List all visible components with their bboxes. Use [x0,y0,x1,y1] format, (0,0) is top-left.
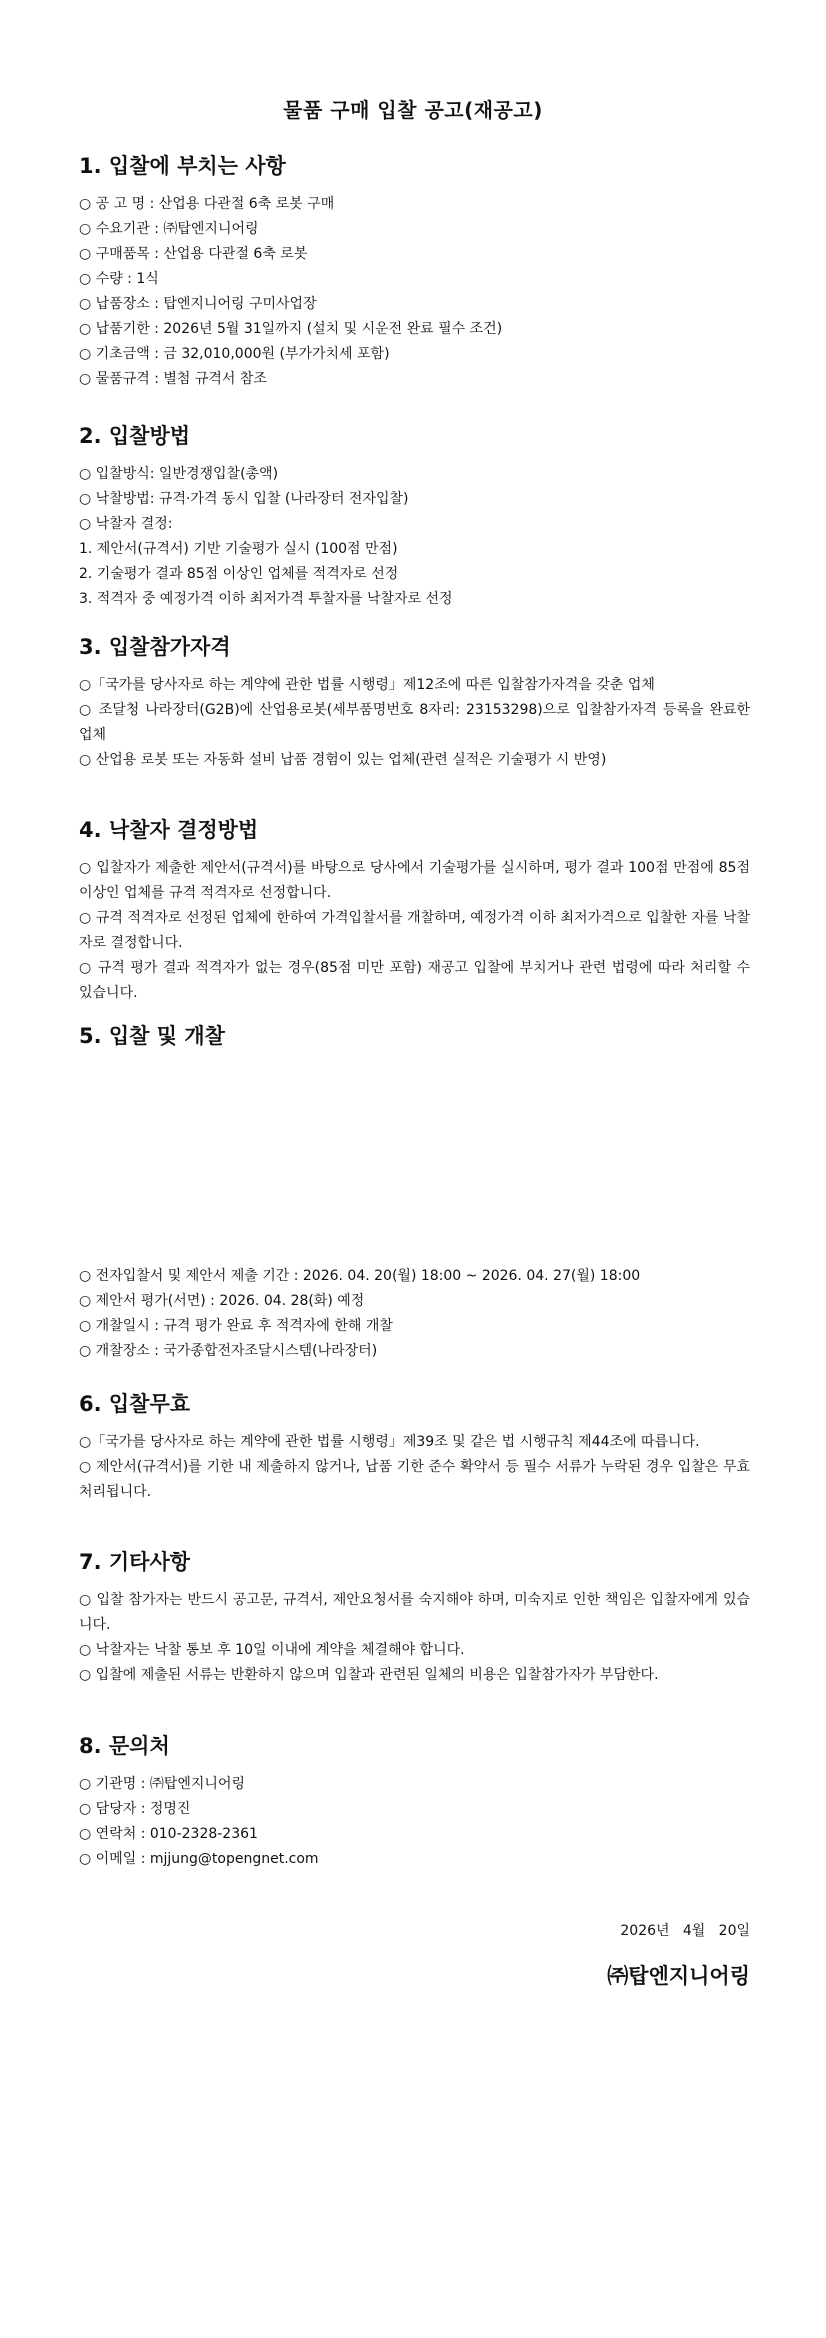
section-heading: 7. 기타사항 [79,1550,191,1574]
section-line: ○ 기관명 : ㈜탑엔지니어링 [79,1776,245,1792]
section-heading: 1. 입찰에 부치는 사항 [79,154,286,178]
section-line: ○ 연락처 : 010-2328-2361 [79,1826,258,1842]
section-line: ○ 산업용 로봇 또는 자동화 설비 납품 경험이 있는 업체(관련 실적은 기술평가 시 반영) [79,752,607,768]
section-line: ○ 이메일 : mjjung@topengnet.com [79,1851,319,1867]
section-line: ○ 구매품목 : 산업용 다관절 6축 로봇 [79,246,308,262]
section-heading: 8. 문의처 [79,1734,170,1758]
section-line: ○ 개찰장소 : 국가종합전자조달시스템(나라장터) [79,1343,378,1359]
section-line: ○ 공 고 명 : 산업용 다관절 6축 로봇 구매 [79,196,335,212]
section-1 [79,152,750,392]
section-line: ○ 수요기관 : ㈜탑엔지니어링 [79,221,259,237]
section-7 [79,1548,750,1688]
section-heading: 2. 입찰방법 [79,424,191,448]
section-line: ○ 수량 : 1식 [79,271,159,287]
section-line: ○ 낙찰자 결정: [79,516,173,532]
section-5 [79,1264,750,1364]
section-line: ○ 입찰자가 제출한 제안서(규격서)를 바탕으로 당사에서 기술평가를 실시하며, 평가 결과 100점 만점에 85점 이상인 업체를 규격 적격자로 선정합니다. [79,860,750,901]
section-5-heading-block [79,1022,750,1062]
page-title: 물품 구매 입찰 공고(재공고) [283,98,543,122]
issuer-name: ㈜탑엔지니어링 [607,1964,750,1988]
section-line: ○ 낙찰방법: 규격·가격 동시 입찰 (나라장터 전자입찰) [79,491,409,507]
section-2 [79,422,750,612]
section-4 [79,816,750,1006]
section-line: ○ 기초금액 : 금 32,010,000원 (부가가치세 포함) [79,346,390,362]
section-line: ○ 규격 평가 결과 적격자가 없는 경우(85점 미만 포함) 재공고 입찰에 부치거나 관련 법령에 따라 처리할 수 있습니다. [79,960,750,1001]
section-heading: 6. 입찰무효 [79,1392,191,1416]
notice-date: 2026년 4월 20일 [620,1923,750,1939]
section-3 [79,633,750,773]
section-heading: 3. 입찰참가자격 [79,635,231,659]
section-line: ○ 규격 적격자로 선정된 업체에 한하여 가격입찰서를 개찰하며, 예정가격 이하 최저가격으로 입찰한 자를 낙찰자로 결정합니다. [79,910,750,951]
section-heading: 4. 낙찰자 결정방법 [79,818,259,842]
section-line: ○ 입찰방식: 일반경쟁입찰(총액) [79,466,279,482]
section-line: ○ 담당자 : 정명진 [79,1801,191,1817]
section-line: ○ 제안서(규격서)를 기한 내 제출하지 않거나, 납품 기한 준수 확약서 등 필수 서류가 누락된 경우 입찰은 무효 처리됩니다. [79,1459,750,1500]
section-line: ○ 입찰 참가자는 반드시 공고문, 규격서, 제안요청서를 숙지해야 하며, 미숙지로 인한 책임은 입찰자에게 있습니다. [79,1592,750,1633]
section-line: ○ 전자입찰서 및 제안서 제출 기간 : 2026. 04. 20(월) 18:00 ~ 2026. 04. 27(월) 18:00 [79,1268,641,1284]
section-line: ○ 입찰에 제출된 서류는 반환하지 않으며 입찰과 관련된 일체의 비용은 입찰참가자가 부담한다. [79,1667,659,1683]
section-line: ○ 납품장소 : 탑엔지니어링 구미사업장 [79,296,317,312]
section-heading: 5. 입찰 및 개찰 [79,1024,225,1048]
section-line: ○ 제안서 평가(서면) : 2026. 04. 28(화) 예정 [79,1293,365,1309]
section-6 [79,1390,750,1505]
section-line: ○ 납품기한 : 2026년 5월 31일까지 (설치 및 시운전 완료 필수 조건) [79,321,503,337]
section-line: ○ 개찰일시 : 규격 평가 완료 후 적격자에 한해 개찰 [79,1318,393,1334]
section-line: ○「국가를 당사자로 하는 계약에 관한 법률 시행령」제12조에 따른 입찰참가자격을 갖춘 업체 [79,677,655,693]
section-8 [79,1732,750,1872]
section-line: ○ 물품규격 : 별첨 규격서 참조 [79,371,267,387]
section-line: ○ 조달청 나라장터(G2B)에 산업용로봇(세부품명번호 8자리: 23153298)으로 입찰참가자격 등록을 완료한 업체 [79,702,750,743]
section-line: 2. 기술평가 결과 85점 이상인 업체를 적격자로 선정 [79,566,399,582]
section-line: 3. 적격자 중 예정가격 이하 최저가격 투찰자를 낙찰자로 선정 [79,591,453,607]
section-line: ○「국가를 당사자로 하는 계약에 관한 법률 시행령」제39조 및 같은 법 시행규칙 제44조에 따릅니다. [79,1434,700,1450]
section-line: 1. 제안서(규격서) 기반 기술평가 실시 (100점 만점) [79,541,398,557]
section-line: ○ 낙찰자는 낙찰 통보 후 10일 이내에 계약을 체결해야 합니다. [79,1642,465,1658]
